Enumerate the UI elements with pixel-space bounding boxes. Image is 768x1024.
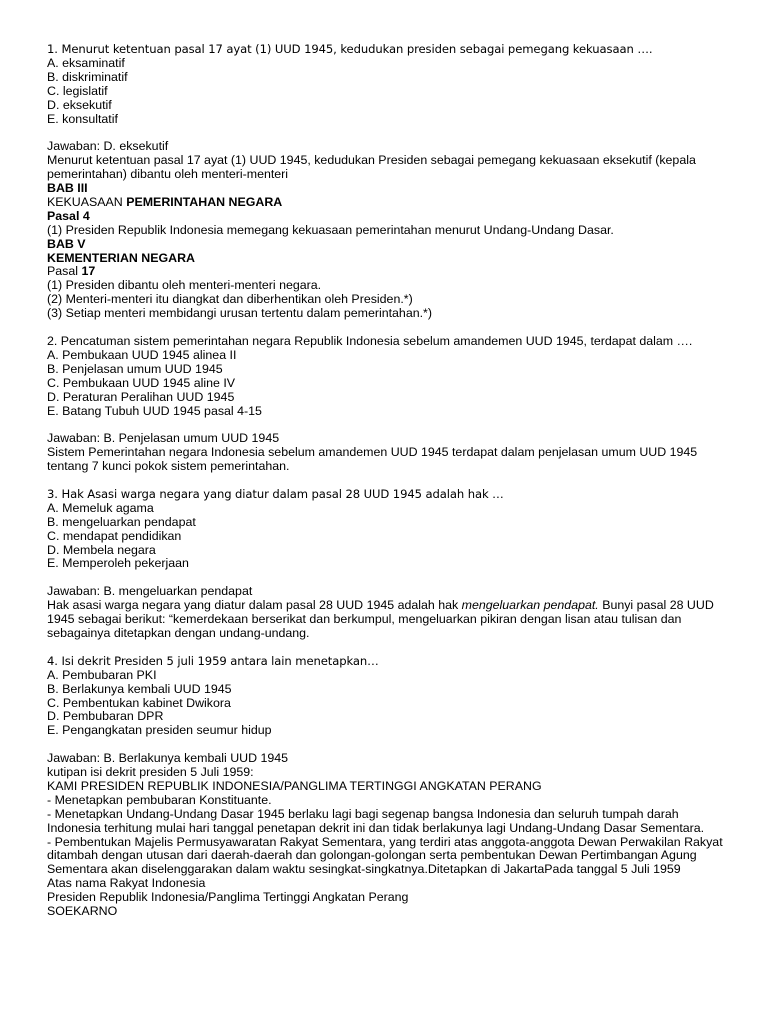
option-c: C. Pembukaan UUD 1945 aline IV: [47, 375, 236, 390]
question-text: 1. Menurut ketentuan pasal 17 ayat (1) UUD 1945, kedudukan presiden sebagai pemegang kekuasaan ….: [47, 42, 653, 56]
option-e: E. Pengangkatan presiden seumur hidup: [47, 723, 272, 738]
option-d: D. Peraturan Peralihan UUD 1945: [47, 389, 235, 404]
question-text: 3. Hak Asasi warga negara yang diatur dalam pasal 28 UUD 1945 adalah hak …: [47, 486, 504, 501]
answer: Jawaban: D. eksekutif: [47, 139, 169, 154]
option-e: E. konsultatif: [47, 111, 118, 126]
closing-line: Presiden Republik Indonesia/Panglima Tertinggi Angkatan Perang: [47, 890, 409, 905]
explanation: Sistem Pemerintahan negara Indonesia sebelum amandemen UUD 1945 terdapat dalam penjelasan umum UUD 1945 tentang 7 kunci pokok sistem pemerintahan.: [47, 445, 698, 474]
decree-heading: KAMI PRESIDEN REPUBLIK INDONESIA/PANGLIMA TERTINGGI ANGKATAN PERANG: [47, 778, 542, 793]
emphasis: mengeluarkan pendapat.: [461, 598, 599, 613]
answer: Jawaban: B. Penjelasan umum UUD 1945: [47, 431, 280, 446]
option-b: B. Berlakunya kembali UUD 1945: [47, 681, 232, 696]
decree-point: - Menetapkan pembubaran Konstituante.: [47, 792, 272, 807]
closing-line: Atas nama Rakyat Indonesia: [47, 876, 206, 891]
option-c: C. Pembentukan kabinet Dwikora: [47, 695, 231, 710]
option-d: D. Pembubaran DPR: [47, 709, 164, 724]
decree-point: - Pembentukan Majelis Permusyawaratan Rakyat Sementara, yang terdiri atas anggota-anggota Dewan Perwakilan Rakyat ditambah dengan utusan dari daerah-daerah dan golongan-golongan serta pembentukan Dewan Pertimbangan Agung Sementara akan diselenggarakan dalam waktu sesingkat-singkatnya.Ditetapkan di JakartaPada tanggal 5 Juli 1959: [47, 834, 723, 877]
option-e: E. Memperoleh pekerjaan: [47, 556, 189, 571]
explanation: Hak asasi warga negara yang diatur dalam pasal 28 UUD 1945 adalah hak mengeluarkan pendapat. Bunyi pasal 28 UUD 1945 sebagai berikut: “kemerdekaan berserikat dan berkumpul, mengeluarkan pikiran dengan lisan atau tulisan dan sebagainya ditetapkan dengan undang-undang.: [47, 598, 714, 640]
pasal-item: (3) Setiap menteri membidangi urusan tertentu dalam pemerintahan.*): [47, 306, 432, 321]
question-2: [47, 335, 728, 474]
option-c: C. legislatif: [47, 83, 108, 98]
answer: Jawaban: B. mengeluarkan pendapat: [47, 584, 253, 599]
bab-title: KEMENTERIAN NEGARA: [47, 250, 196, 265]
option-b: B. diskriminatif: [47, 69, 128, 84]
option-a: A. Memeluk agama: [47, 500, 154, 515]
question-text: 4. Isi dekrit Presiden 5 juli 1959 antara lain menetapkan…: [47, 653, 379, 668]
option-d: D. eksekutif: [47, 97, 112, 112]
option-d: D. Membela negara: [47, 542, 156, 557]
bab-heading: BAB V: [47, 236, 86, 251]
bab-heading: BAB III: [47, 181, 88, 196]
pasal-number: 17: [81, 264, 96, 279]
pasal-heading: Pasal 4: [47, 208, 90, 223]
question-1: [47, 43, 728, 321]
answer: Jawaban: B. Berlakunya kembali UUD 1945: [47, 751, 289, 766]
bab-title-prefix: KEKUASAAN: [47, 194, 127, 209]
signature-name: SOEKARNO: [47, 904, 118, 919]
option-e: E. Batang Tubuh UUD 1945 pasal 4-15: [47, 403, 262, 418]
option-a: A. eksaminatif: [47, 55, 125, 70]
decree-point: - Menetapkan Undang-Undang Dasar 1945 berlaku lagi bagi segenap bangsa Indonesia dan seluruh tumpah darah Indonesia terhitung mulai hari tanggal penetapan dekrit ini dan tidak berlakunya lagi Undang-Undang Dasar Sementara.: [47, 806, 705, 835]
option-b: B. mengeluarkan pendapat: [47, 514, 196, 529]
bab-title: PEMERINTAHAN NEGARA: [126, 194, 283, 209]
explanation: Menurut ketentuan pasal 17 ayat (1) UUD 1945, kedudukan Presiden sebagai pemegang kekuasaan eksekutif (kepala pemerintahan) dibantu oleh menteri-menteri: [47, 153, 696, 182]
pasal-text: (1) Presiden Republik Indonesia memegang kekuasaan pemerintahan menurut Undang-Undang Dasar.: [47, 222, 614, 237]
pasal-prefix: Pasal: [47, 264, 82, 279]
option-a: A. Pembubaran PKI: [47, 667, 157, 682]
option-a: A. Pembukaan UUD 1945 alinea II: [47, 347, 237, 362]
question-3: [47, 488, 728, 641]
pasal-item: (1) Presiden dibantu oleh menteri-menteri negara.: [47, 278, 322, 293]
pasal-item: (2) Menteri-menteri itu diangkat dan diberhentikan oleh Presiden.*): [47, 292, 413, 307]
option-b: B. Penjelasan umum UUD 1945: [47, 361, 223, 376]
question-text: 2. Pencatuman sistem pemerintahan negara Republik Indonesia sebelum amandemen UUD 1945, terdapat dalam ….: [47, 334, 693, 348]
option-c: C. mendapat pendidikan: [47, 528, 182, 543]
question-4: [47, 655, 728, 919]
kutipan-label: kutipan isi dekrit presiden 5 Juli 1959:: [47, 765, 254, 780]
